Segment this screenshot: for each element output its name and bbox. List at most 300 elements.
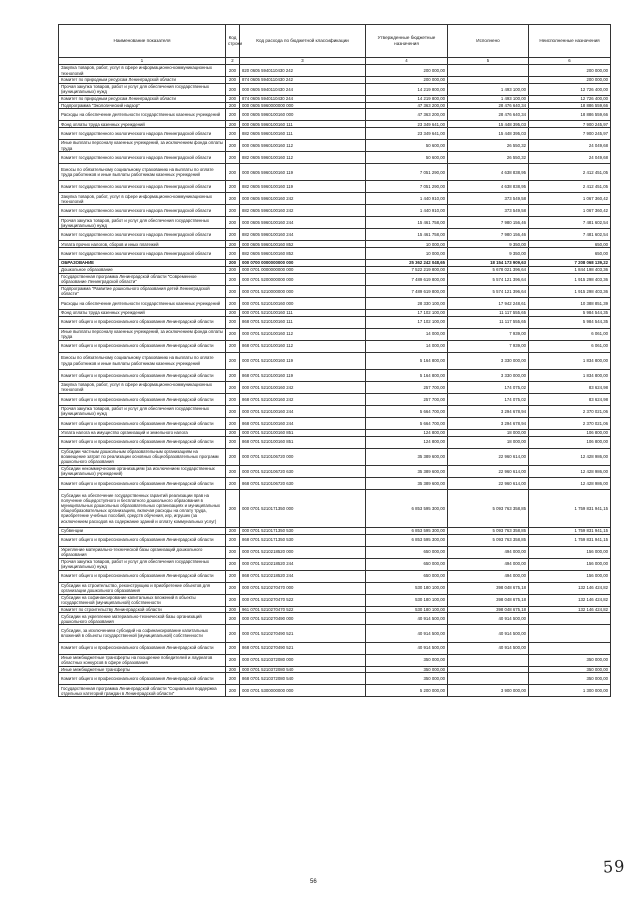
row-approved-amount: 14 000,00 (366, 328, 448, 340)
row-line-code: 200 (226, 241, 240, 248)
row-indicator-name: Государственная программа Ленинградской области "Социальная поддержка отдельных категорий граждан в Ленинградской области" (59, 685, 226, 697)
row-approved-amount: 35 389 600,00 (366, 448, 448, 465)
row-indicator-name: Субсидии на обеспечение государственных гарантий реализации прав на получение общедоступного и бесплатного дошкольного образования в муниципальных дошкольных образовательных организациях и муниципальных общеобразовательных организациях, включая расходы на оплату труда, приобретение учебных пособий, средств обучения, игр, игрушек (за исключением расходов на содержание зданий и оплату коммунальных услуг) (59, 489, 226, 527)
row-indicator-name: Иные межбюджетные трансферты на поощрение победителей и лауреатов областных конкурсов в сфере образования (59, 654, 226, 666)
table-row (59, 316, 611, 328)
row-line-code: 200 (226, 527, 240, 534)
row-budget-code: 868 0701 5210100160 111 (240, 316, 366, 328)
table-row (59, 95, 611, 102)
table-row (59, 241, 611, 248)
row-budget-code: 882 0605 5960100160 119 (240, 181, 366, 193)
row-approved-amount: 650 000,00 (366, 546, 448, 558)
row-approved-amount: 14 000,00 (366, 340, 448, 352)
row-executed-amount: 40 914 500,00 (448, 625, 529, 642)
row-remaining-amount: 1 834 800,00 (529, 352, 611, 369)
row-budget-code: 000 0701 5210171350 530 (240, 527, 366, 534)
table-row (59, 121, 611, 128)
row-line-code: 200 (226, 328, 240, 340)
row-line-code: 200 (226, 477, 240, 489)
row-approved-amount: 14 219 800,00 (366, 83, 448, 95)
row-line-code: 200 (226, 266, 240, 273)
row-remaining-amount: 5 984 544,35 (529, 316, 611, 328)
row-budget-code: 000 0701 5210218520 000 (240, 546, 366, 558)
row-remaining-amount: 7 208 068 139,22 (529, 260, 611, 267)
table-row (59, 558, 611, 570)
table-row (59, 181, 611, 193)
row-budget-code: 000 0701 5210372080 000 (240, 654, 366, 666)
table-row (59, 193, 611, 205)
row-indicator-name: Комитет по природным ресурсам Ленинградской области (59, 77, 226, 84)
row-budget-code: 868 0701 5210100160 851 (240, 436, 366, 448)
table-row (59, 164, 611, 181)
row-executed-amount: 174 075,02 (448, 381, 529, 393)
row-executed-amount: 3 294 678,94 (448, 405, 529, 417)
row-line-code: 200 (226, 340, 240, 352)
row-indicator-name: Комитет общего и профессионального образования Ленинградской области (59, 477, 226, 489)
row-remaining-amount: 2 412 451,05 (529, 181, 611, 193)
row-approved-amount: 7 051 290,00 (366, 181, 448, 193)
row-approved-amount: 200 000,00 (366, 77, 448, 84)
table-row (59, 673, 611, 685)
row-approved-amount: 40 914 500,00 (366, 642, 448, 654)
row-executed-amount: 3 330 000,00 (448, 352, 529, 369)
row-approved-amount: 350 000,00 (366, 666, 448, 673)
row-indicator-name: Расходы на обеспечение деятельности государственных казенных учреждений (59, 109, 226, 121)
row-line-code: 200 (226, 109, 240, 121)
row-remaining-amount (529, 613, 611, 625)
row-indicator-name: Укрепление материально-технической базы организаций дошкольного образования (59, 546, 226, 558)
row-budget-code: 000 0701 5210270470 000 (240, 582, 366, 594)
row-executed-amount: 373 549,58 (448, 205, 529, 217)
row-executed-amount: 7 980 156,46 (448, 217, 529, 229)
row-approved-amount: 5 164 800,00 (366, 352, 448, 369)
row-remaining-amount: 2 370 021,06 (529, 417, 611, 429)
row-executed-amount: 494 000,00 (448, 558, 529, 570)
row-executed-amount (448, 65, 529, 77)
table-row (59, 489, 611, 527)
row-executed-amount: 3 330 000,00 (448, 369, 529, 381)
row-remaining-amount: 350 000,00 (529, 666, 611, 673)
row-line-code: 200 (226, 95, 240, 102)
row-line-code: 200 (226, 606, 240, 613)
row-line-code: 200 (226, 121, 240, 128)
row-approved-amount: 47 363 200,00 (366, 102, 448, 109)
row-approved-amount: 7 489 619 800,00 (366, 285, 448, 297)
row-indicator-name: ОБРАЗОВАНИЕ (59, 260, 226, 267)
row-executed-amount: 5 093 763 358,85 (448, 534, 529, 546)
row-indicator-name: Комитет общего и профессионального образования Ленинградской области (59, 570, 226, 582)
row-budget-code: 882 0605 5960100160 242 (240, 205, 366, 217)
row-budget-code: 000 0605 5960100160 111 (240, 121, 366, 128)
row-executed-amount: 18 000,00 (448, 429, 529, 436)
table-row (59, 429, 611, 436)
table-row (59, 83, 611, 95)
row-indicator-name: Закупка товаров, работ, услуг в сфере информационно-коммуникационных технологий (59, 381, 226, 393)
header-remaining: Неисполненные назначения (529, 25, 611, 58)
column-number: 1 (59, 58, 226, 65)
row-indicator-name: Уплата налога на имущество организаций и земельного налога (59, 429, 226, 436)
row-line-code: 200 (226, 558, 240, 570)
row-budget-code: 868 0701 5210171350 530 (240, 534, 366, 546)
row-budget-code: 868 0701 5210106720 630 (240, 477, 366, 489)
row-line-code: 200 (226, 465, 240, 477)
row-remaining-amount: 2 412 451,05 (529, 164, 611, 181)
table-row (59, 477, 611, 489)
row-remaining-amount: 1 067 360,42 (529, 205, 611, 217)
table-row (59, 448, 611, 465)
row-budget-code: 868 0701 5210372080 540 (240, 673, 366, 685)
table-row (59, 436, 611, 448)
row-indicator-name: Комитет общего и профессионального образования Ленинградской области (59, 369, 226, 381)
row-indicator-name: Дошкольное образование (59, 266, 226, 273)
row-executed-amount: 11 117 555,65 (448, 309, 529, 316)
row-line-code: 200 (226, 625, 240, 642)
column-number: 5 (448, 58, 529, 65)
table-row (59, 266, 611, 273)
row-executed-amount: 398 048 675,18 (448, 582, 529, 594)
row-remaining-amount: 6 061,00 (529, 328, 611, 340)
row-line-code: 200 (226, 369, 240, 381)
row-approved-amount: 530 180 100,00 (366, 582, 448, 594)
row-approved-amount: 124 800,00 (366, 436, 448, 448)
table-row (59, 260, 611, 267)
row-line-code: 200 (226, 128, 240, 140)
column-number: 3 (240, 58, 366, 65)
row-remaining-amount: 12 428 986,00 (529, 477, 611, 489)
row-remaining-amount: 1 915 298 403,36 (529, 273, 611, 285)
row-line-code: 200 (226, 285, 240, 297)
row-budget-code: 961 0701 5210270470 522 (240, 606, 366, 613)
row-remaining-amount: 10 388 851,39 (529, 297, 611, 309)
column-number-row (59, 58, 611, 65)
row-indicator-name: Комитет государственного экологического надзора Ленинградской области (59, 152, 226, 164)
row-remaining-amount: 18 886 559,66 (529, 102, 611, 109)
row-remaining-amount: 83 624,98 (529, 381, 611, 393)
row-line-code: 200 (226, 205, 240, 217)
table-row (59, 465, 611, 477)
table-row (59, 77, 611, 84)
row-line-code: 200 (226, 570, 240, 582)
row-line-code: 200 (226, 102, 240, 109)
row-approved-amount: 40 914 500,00 (366, 613, 448, 625)
row-indicator-name: Уплата прочих налогов, сборов и иных платежей (59, 241, 226, 248)
row-executed-amount: 174 075,02 (448, 393, 529, 405)
row-indicator-name: Иные выплаты персоналу казенных учреждений, за исключением фонда оплаты труда (59, 140, 226, 152)
row-indicator-name: Субсидии на софинансирование капитальных вложений в объекты государственной (муниципальной) собственности (59, 594, 226, 606)
table-row (59, 152, 611, 164)
row-budget-code: 868 0701 5210270490 521 (240, 642, 366, 654)
row-line-code: 200 (226, 352, 240, 369)
row-approved-amount: 17 102 100,00 (366, 309, 448, 316)
table-header-row (59, 25, 611, 58)
row-approved-amount: 530 180 100,00 (366, 606, 448, 613)
table-row (59, 582, 611, 594)
row-indicator-name: Закупка товаров, работ, услуг в сфере информационно-коммуникационных технологий (59, 65, 226, 77)
row-budget-code: 882 0605 5960100160 244 (240, 229, 366, 241)
row-budget-code: 000 0605 5960100160 119 (240, 164, 366, 181)
row-executed-amount (448, 666, 529, 673)
row-indicator-name: Фонд оплаты труда казенных учреждений (59, 121, 226, 128)
row-line-code: 200 (226, 260, 240, 267)
row-approved-amount: 5 664 700,00 (366, 417, 448, 429)
row-executed-amount: 22 960 614,00 (448, 465, 529, 477)
row-indicator-name: Комитет общего и профессионального образования Ленинградской области (59, 316, 226, 328)
row-executed-amount: 5 093 763 358,85 (448, 527, 529, 534)
table-row (59, 217, 611, 229)
row-executed-amount (448, 654, 529, 666)
row-line-code: 200 (226, 309, 240, 316)
row-indicator-name: Субсидии некоммерческим организациям (за исключением государственных (муниципальных) учреждений) (59, 465, 226, 477)
row-indicator-name: Комитет общего и профессионального образования Ленинградской области (59, 534, 226, 546)
row-line-code: 200 (226, 666, 240, 673)
row-budget-code: 000 0700 0000000000 000 (240, 260, 366, 267)
row-approved-amount: 257 700,00 (366, 393, 448, 405)
handwritten-page-stamp: 59 (602, 856, 626, 877)
row-indicator-name: Субвенции (59, 527, 226, 534)
row-approved-amount: 350 000,00 (366, 654, 448, 666)
row-approved-amount: 6 853 595 300,00 (366, 534, 448, 546)
row-approved-amount: 10 000,00 (366, 241, 448, 248)
row-remaining-amount: 1 759 831 941,15 (529, 534, 611, 546)
row-approved-amount: 15 461 758,00 (366, 229, 448, 241)
row-budget-code: 868 0701 5210100160 119 (240, 369, 366, 381)
row-remaining-amount: 156 000,00 (529, 558, 611, 570)
row-executed-amount: 398 048 675,18 (448, 606, 529, 613)
row-approved-amount: 530 180 100,00 (366, 594, 448, 606)
row-indicator-name: Субсидии, за исключением субсидий на софинансирование капитальных вложений в объекты государственной (муниципальной) собственности (59, 625, 226, 642)
row-line-code: 200 (226, 393, 240, 405)
row-remaining-amount: 132 146 424,82 (529, 594, 611, 606)
row-remaining-amount: 1 759 831 941,15 (529, 527, 611, 534)
table-row (59, 285, 611, 297)
row-remaining-amount: 12 726 400,00 (529, 83, 611, 95)
row-line-code: 200 (226, 582, 240, 594)
row-line-code: 200 (226, 534, 240, 546)
row-budget-code: 882 0605 5960100160 852 (240, 248, 366, 260)
row-line-code: 200 (226, 613, 240, 625)
row-budget-code: 000 0701 5210372080 540 (240, 666, 366, 673)
row-indicator-name: Комитет государственного экологического надзора Ленинградской области (59, 205, 226, 217)
row-line-code: 200 (226, 685, 240, 697)
table-row (59, 352, 611, 369)
row-indicator-name: Взносы по обязательному социальному страхованию на выплаты по оплате труда работников и иные выплаты работникам казенных учреждений (59, 164, 226, 181)
row-line-code: 200 (226, 297, 240, 309)
row-executed-amount: 26 550,32 (448, 140, 529, 152)
row-line-code: 200 (226, 77, 240, 84)
row-remaining-amount: 1 844 198 403,36 (529, 266, 611, 273)
row-indicator-name: Комитет государственного экологического надзора Ленинградской области (59, 128, 226, 140)
row-executed-amount: 40 914 500,00 (448, 613, 529, 625)
row-approved-amount: 5 200 000,00 (366, 685, 448, 697)
row-remaining-amount: 12 726 400,00 (529, 95, 611, 102)
row-budget-code: 000 0605 5960100160 112 (240, 140, 366, 152)
table-row (59, 205, 611, 217)
row-remaining-amount: 5 984 544,35 (529, 309, 611, 316)
row-budget-code: 000 0701 0000000000 000 (240, 266, 366, 273)
row-approved-amount: 124 800,00 (366, 429, 448, 436)
row-indicator-name: Комитет общего и профессионального образования Ленинградской области (59, 417, 226, 429)
row-budget-code: 000 0701 5210100160 242 (240, 381, 366, 393)
row-line-code: 200 (226, 217, 240, 229)
row-approved-amount: 23 349 641,00 (366, 121, 448, 128)
row-remaining-amount: 350 000,00 (529, 673, 611, 685)
row-indicator-name: Комитет общего и профессионального образования Ленинградской области (59, 436, 226, 448)
row-line-code: 200 (226, 642, 240, 654)
row-budget-code: 868 0701 5210100160 112 (240, 340, 366, 352)
row-executed-amount: 40 914 500,00 (448, 642, 529, 654)
row-line-code: 200 (226, 316, 240, 328)
row-line-code: 200 (226, 229, 240, 241)
row-indicator-name: Прочая закупка товаров, работ и услуг для обеспечения государственных (муниципальных) нужд (59, 558, 226, 570)
row-executed-amount: 9 350,00 (448, 241, 529, 248)
table-row (59, 381, 611, 393)
table-body (59, 65, 611, 697)
budget-table-sheet (58, 24, 610, 697)
table-row (59, 613, 611, 625)
row-line-code: 200 (226, 546, 240, 558)
row-line-code: 200 (226, 248, 240, 260)
row-indicator-name: Комитет общего и профессионального образования Ленинградской области (59, 340, 226, 352)
row-line-code: 200 (226, 429, 240, 436)
row-remaining-amount: 1 834 800,00 (529, 369, 611, 381)
row-remaining-amount: 18 886 559,66 (529, 109, 611, 121)
table-row (59, 654, 611, 666)
row-indicator-name: Иные межбюджетные трансферты (59, 666, 226, 673)
row-executed-amount: 7 980 156,46 (448, 229, 529, 241)
row-executed-amount: 28 476 640,34 (448, 102, 529, 109)
row-indicator-name: Комитет государственного экологического надзора Ленинградской области (59, 229, 226, 241)
row-executed-amount: 17 942 248,61 (448, 297, 529, 309)
table-row (59, 625, 611, 642)
row-remaining-amount: 24 049,68 (529, 140, 611, 152)
row-remaining-amount: 132 146 424,82 (529, 582, 611, 594)
row-remaining-amount: 106 800,00 (529, 429, 611, 436)
row-remaining-amount: 1 067 360,42 (529, 193, 611, 205)
row-remaining-amount: 24 049,68 (529, 152, 611, 164)
row-line-code: 200 (226, 65, 240, 77)
table-row (59, 273, 611, 285)
row-indicator-name: Комитет общего и профессионального образования Ленинградской области (59, 673, 226, 685)
row-indicator-name: Взносы по обязательному социальному страхованию на выплаты по оплате труда работников и иные выплаты работникам казенных учреждений (59, 352, 226, 369)
row-executed-amount: 5 574 121 396,64 (448, 285, 529, 297)
row-budget-code: 000 0701 5300000000 000 (240, 685, 366, 697)
row-remaining-amount: 650,00 (529, 241, 611, 248)
row-budget-code: 000 0701 5210270490 521 (240, 625, 366, 642)
row-approved-amount: 14 219 800,00 (366, 95, 448, 102)
table-row (59, 546, 611, 558)
row-executed-amount: 7 939,00 (448, 340, 529, 352)
row-approved-amount: 50 600,00 (366, 140, 448, 152)
row-executed-amount: 28 476 640,34 (448, 109, 529, 121)
row-remaining-amount: 7 900 245,97 (529, 128, 611, 140)
row-approved-amount: 10 000,00 (366, 248, 448, 260)
row-executed-amount (448, 77, 529, 84)
row-budget-code: 000 0701 5210100160 112 (240, 328, 366, 340)
row-line-code: 200 (226, 673, 240, 685)
row-indicator-name: Комитет общего и профессионального образования Ленинградской области (59, 393, 226, 405)
row-line-code: 200 (226, 181, 240, 193)
table-row (59, 65, 611, 77)
row-remaining-amount: 7 481 602,54 (529, 217, 611, 229)
table-row (59, 229, 611, 241)
table-row (59, 128, 611, 140)
row-indicator-name: Подпрограмма "Экологический надзор" (59, 102, 226, 109)
row-executed-amount: 1 493 100,00 (448, 83, 529, 95)
row-approved-amount: 35 389 600,00 (366, 465, 448, 477)
row-executed-amount: 18 154 173 909,63 (448, 260, 529, 267)
row-budget-code: 000 0701 5210000000 000 (240, 285, 366, 297)
row-budget-code: 000 0701 5210106720 000 (240, 448, 366, 465)
row-remaining-amount: 1 915 298 403,36 (529, 285, 611, 297)
table-row (59, 685, 611, 697)
row-budget-code: 000 0701 5210270490 000 (240, 613, 366, 625)
row-remaining-amount: 156 000,00 (529, 546, 611, 558)
row-approved-amount: 1 440 910,00 (366, 205, 448, 217)
row-remaining-amount: 650,00 (529, 248, 611, 260)
row-executed-amount: 26 550,32 (448, 152, 529, 164)
row-indicator-name: Комитет общего и профессионального образования Ленинградской области (59, 642, 226, 654)
row-indicator-name: Фонд оплаты труда казенных учреждений (59, 309, 226, 316)
row-budget-code: 000 0701 5210270470 522 (240, 594, 366, 606)
row-line-code: 200 (226, 594, 240, 606)
column-number: 6 (529, 58, 611, 65)
row-approved-amount: 257 700,00 (366, 381, 448, 393)
row-budget-code: 882 0605 5960100160 111 (240, 128, 366, 140)
row-line-code: 200 (226, 489, 240, 527)
row-executed-amount: 22 960 614,00 (448, 477, 529, 489)
row-executed-amount: 3 294 678,94 (448, 417, 529, 429)
row-approved-amount: 650 000,00 (366, 558, 448, 570)
row-executed-amount: 398 048 675,18 (448, 594, 529, 606)
row-line-code: 200 (226, 83, 240, 95)
row-approved-amount: 5 664 700,00 (366, 405, 448, 417)
header-indicator-name: Наименование показателя (59, 25, 226, 58)
row-remaining-amount: 156 000,00 (529, 570, 611, 582)
row-remaining-amount: 200 000,00 (529, 65, 611, 77)
row-approved-amount: 650 000,00 (366, 570, 448, 582)
row-remaining-amount: 106 800,00 (529, 436, 611, 448)
row-budget-code: 882 0605 5960100160 112 (240, 152, 366, 164)
table-row (59, 666, 611, 673)
table-row (59, 405, 611, 417)
row-line-code: 200 (226, 436, 240, 448)
row-budget-code: 874 0605 5940110430 244 (240, 95, 366, 102)
row-line-code: 200 (226, 140, 240, 152)
row-indicator-name: Закупка товаров, работ, услуг в сфере информационно-коммуникационных технологий (59, 193, 226, 205)
row-budget-code: 868 0701 5210100160 242 (240, 393, 366, 405)
row-line-code: 200 (226, 654, 240, 666)
row-executed-amount: 15 448 395,03 (448, 128, 529, 140)
row-remaining-amount: 12 428 986,00 (529, 465, 611, 477)
row-budget-code: 874 0605 5940110430 242 (240, 77, 366, 84)
table-row (59, 642, 611, 654)
row-executed-amount: 18 000,00 (448, 436, 529, 448)
table-row (59, 297, 611, 309)
row-indicator-name: Расходы на обеспечение деятельности государственных казенных учреждений (59, 297, 226, 309)
row-executed-amount: 494 000,00 (448, 546, 529, 558)
row-budget-code: 000 0701 5210100160 851 (240, 429, 366, 436)
row-indicator-name: Субсидии частным дошкольным образовательным организациям на возмещение затрат по реализации основных общеобразовательных программ дошкольного образования (59, 448, 226, 465)
row-approved-amount: 1 440 910,00 (366, 193, 448, 205)
row-approved-amount: 7 051 290,00 (366, 164, 448, 181)
row-executed-amount: 3 900 000,00 (448, 685, 529, 697)
row-line-code: 200 (226, 417, 240, 429)
row-executed-amount: 7 939,00 (448, 328, 529, 340)
row-budget-code: 000 0605 5960100160 852 (240, 241, 366, 248)
table-row (59, 140, 611, 152)
row-executed-amount: 4 638 838,95 (448, 181, 529, 193)
row-executed-amount: 5 574 121 396,64 (448, 273, 529, 285)
